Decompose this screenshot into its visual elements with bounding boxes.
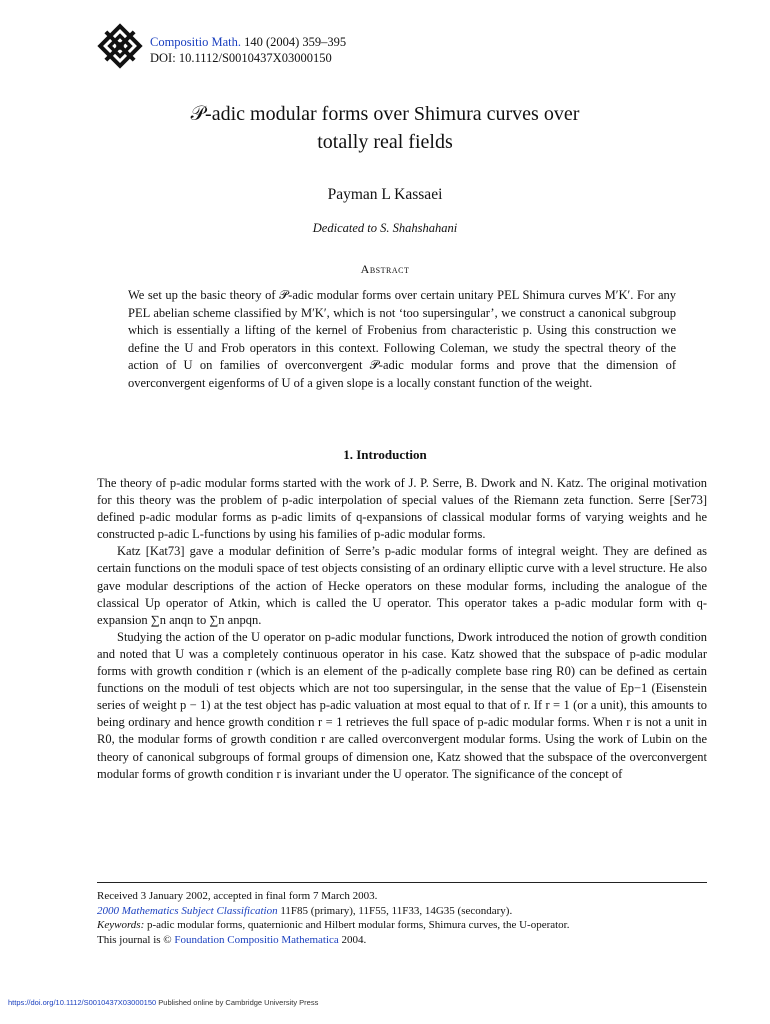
foundation-link[interactable]: Foundation Compositio Mathematica	[174, 933, 339, 946]
journal-link[interactable]: Compositio Math.	[150, 35, 241, 49]
paragraph: The theory of p-adic modular forms started with the work of J. P. Serre, B. Dwork and N. Katz. The original motivation for this theory was the problem of p-adic interpolation of special values of the Riemann zeta function. Serre [Ser73] defined p-adic modular forms as p-adic limits of q-expansions of classical modular forms of varying weights and he constructed p-adic L-functions by using his families of p-adic modular forms.	[97, 476, 707, 542]
copyright-year: 2004.	[338, 933, 367, 946]
bottom-bar	[8, 998, 318, 1007]
journal-header	[150, 34, 346, 66]
paper-title	[0, 100, 770, 156]
footnotes	[97, 889, 707, 947]
abstract-text: We set up the basic theory of 𝒫-adic modular forms over certain unitary PEL Shimura curves M′K′. For any PEL abelian scheme classified by M′K′, which is not ‘too supersingular’, we construct a canonical subgroup which is essentially a lifting of the kernel of Frobenius from characteristic p. Using this construction we define the U and Frob operators in this context. Following Coleman, we study the spectral theory of the action of U on families of overconvergent 𝒫-adic modular forms and prove that the dimension of overconvergent eigenforms of U of a given slope is a locally constant function of the weight.	[128, 288, 676, 390]
abstract-heading: Abstract	[360, 262, 410, 276]
paragraph: Katz [Kat73] gave a modular definition of Serre’s p-adic modular forms of integral weight. They are defined as certain functions on the moduli space of test objects consisting of an ordinary elliptic curve with a level structure. He also gave modular descriptions of the action of Hecke operators on these modular forms, including the analogue of the classical Up operator of Atkin, which is called the U operator. This operator takes a p-adic modular form with q-expansion ∑n anqn to ∑n anpqn.	[97, 544, 707, 627]
paragraph: Studying the action of the U operator on p-adic modular functions, Dwork introduced the notion of growth condition and noted that U was a completely continuous operator in his case. Katz showed that the subspace of p-adic modular forms with growth condition r (which is an element of the p-adically complete base ring R0) can be defined as certain functions on the moduli of test objects which are not too supersingular, in the sense that the value of Ep−1 (Eisenstein series of weight p − 1) at the test object has p-adic valuation at most equal to that of r. If r = 1 (or a unit), this amounts to being ordinary and hence growth condition r = 1 retrieves the full space of p-adic modular forms. When r is not a unit in R0, the modular forms of growth condition r are called overconvergent modular forms. Using the work of Lubin on the theory of canonical subgroups of formal groups of dimension one, Katz showed that the subspace of the overconvergent modular forms of growth condition r is invariant under the U operator. The significance of the concept of	[97, 629, 707, 781]
section-heading: 1. Introduction	[343, 447, 427, 462]
author: Payman L Kassaei	[327, 186, 443, 203]
title-line-2: totally real fields	[317, 131, 453, 153]
doi-url-link[interactable]: https://doi.org/10.1112/S0010437X03000150	[8, 998, 157, 1007]
title-line-1: 𝒫-adic modular forms over Shimura curves over	[190, 103, 580, 125]
published-note: Published online by Cambridge University Press	[156, 998, 319, 1007]
compositio-logo-icon	[96, 22, 144, 70]
body-text	[97, 475, 707, 783]
copyright-prefix: This journal is ©	[97, 933, 175, 946]
keywords-label: Keywords:	[97, 919, 145, 932]
received-note: Received 3 January 2002, accepted in final form 7 March 2003.	[97, 890, 378, 902]
dedication: Dedicated to S. Shahshahani	[312, 221, 458, 235]
doi-line: DOI: 10.1112/S0010437X03000150	[150, 51, 332, 65]
keywords-value: p-adic modular forms, quaternionic and Hilbert modular forms, Shimura curves, the U-operator.	[144, 919, 570, 932]
footnote-divider	[97, 882, 707, 883]
msc-link[interactable]: 2000 Mathematics Subject Classification	[97, 904, 278, 917]
msc-value: 11F85 (primary), 11F55, 11F33, 14G35 (secondary).	[277, 904, 513, 917]
journal-citation: 140 (2004) 359–395	[240, 35, 347, 49]
